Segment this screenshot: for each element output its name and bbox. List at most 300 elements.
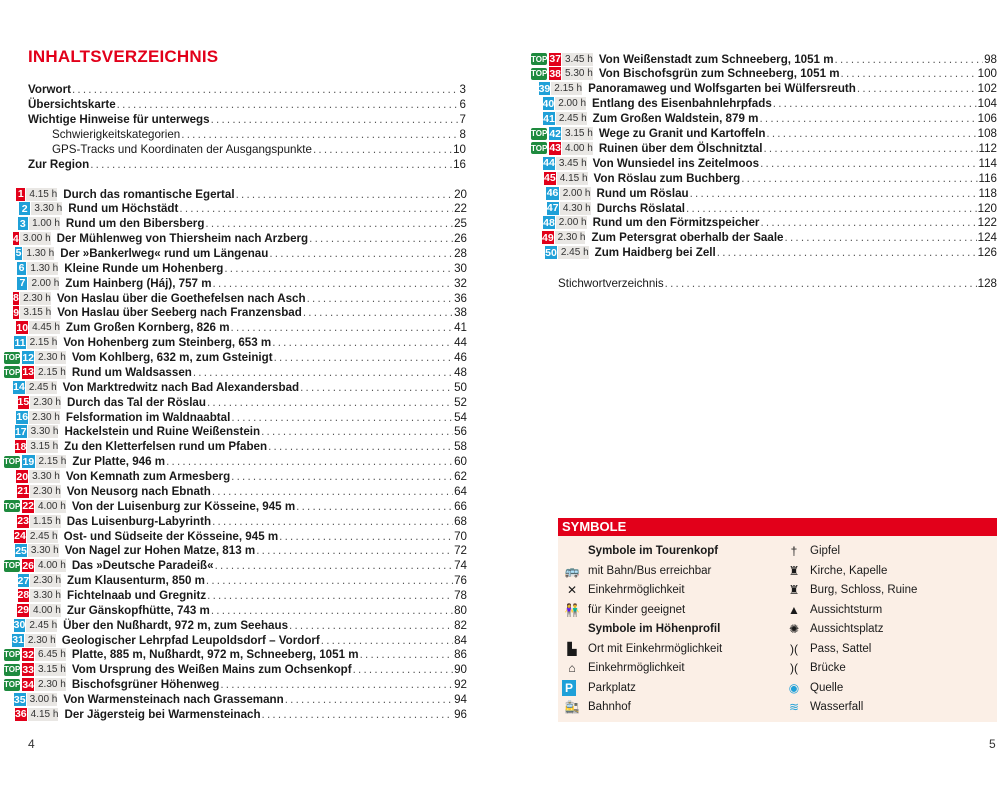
symbol-label: Einkehrmöglichkeit xyxy=(588,662,685,674)
tour-page: 60 xyxy=(454,455,467,469)
tour-entry[interactable] xyxy=(4,202,467,216)
tour-number: 39 xyxy=(538,82,551,95)
symbol-label: für Kinder geeignet xyxy=(588,603,686,616)
tour-duration: 4.45 h xyxy=(29,321,60,334)
tour-entry[interactable] xyxy=(531,216,997,230)
tour-title: Von Neusorg nach Ebnath xyxy=(66,484,211,498)
tour-number: 29 xyxy=(17,604,30,617)
tour-title: Rund um den Förmitzspeicher xyxy=(592,216,760,230)
tour-page: 54 xyxy=(454,410,467,424)
symbol-entry xyxy=(562,543,718,559)
tour-entry[interactable] xyxy=(4,633,467,647)
tour-number: 25 xyxy=(15,544,27,557)
waterfall-icon: ≋ xyxy=(788,700,800,714)
leader-dots xyxy=(193,366,453,379)
toc-entry-label: Übersichtskarte xyxy=(28,98,116,111)
tour-page: 26 xyxy=(454,232,467,246)
symbol-label: Ort mit Einkehrmöglichkeit xyxy=(588,642,723,655)
tour-page: 98 xyxy=(984,52,997,66)
tour-title: Zur Platte, 946 m xyxy=(72,455,166,469)
tour-duration: 4.00 h xyxy=(35,559,66,572)
tour-entry[interactable] xyxy=(4,365,467,379)
symbol-label: Kirche, Kapelle xyxy=(810,564,888,577)
leader-dots xyxy=(90,158,452,171)
tour-page: 32 xyxy=(454,276,467,290)
tour-duration: 2.45 h xyxy=(26,381,57,394)
tour-title: Rund um Waldsassen xyxy=(71,365,192,379)
symbol-label: Einkehrmöglichkeit xyxy=(588,584,685,596)
top-badge xyxy=(4,247,13,259)
top-badge xyxy=(531,113,541,125)
tour-page: 36 xyxy=(454,291,467,305)
leader-dots xyxy=(211,604,453,617)
toc-entry[interactable] xyxy=(52,127,466,142)
tour-title: Von der Luisenburg zur Kösseine, 945 m xyxy=(71,499,296,513)
toc-entry[interactable] xyxy=(28,112,466,127)
tour-entry[interactable] xyxy=(4,395,467,409)
tour-entry[interactable] xyxy=(4,455,467,469)
tour-entry[interactable] xyxy=(4,232,467,246)
top-badge xyxy=(4,188,14,200)
tour-entry[interactable] xyxy=(4,603,467,617)
tour-title: Vom Kohlberg, 632 m, zum Gsteinigt xyxy=(71,351,273,365)
tour-duration: 4.15 h xyxy=(26,188,57,201)
tour-number: 44 xyxy=(543,157,555,170)
tour-entry[interactable] xyxy=(531,67,997,81)
top-badge xyxy=(531,202,545,214)
pass-icon: )( xyxy=(790,641,798,656)
tour-page: 120 xyxy=(977,201,997,215)
tour-duration: 2.30 h xyxy=(30,574,61,587)
top-badge xyxy=(4,708,13,720)
symbol-label: Burg, Schloss, Ruine xyxy=(810,584,918,596)
tour-title: Über den Nußhardt, 972 m, zum Seehaus xyxy=(63,618,289,632)
tour-entry[interactable] xyxy=(4,499,467,513)
tour-page: 68 xyxy=(454,514,467,528)
symbol-entry xyxy=(562,660,685,676)
tour-number: 8 xyxy=(13,292,19,305)
symbol-label: Pass, Sattel xyxy=(810,642,872,655)
tour-entry[interactable] xyxy=(4,321,467,335)
tour-page: 38 xyxy=(454,306,467,320)
symbol-entry xyxy=(562,641,722,657)
top-badge xyxy=(4,426,13,438)
tour-title: Zum Hainberg (Háj), 757 m xyxy=(65,276,212,290)
tour-duration: 2.45 h xyxy=(558,246,589,259)
tour-number: 16 xyxy=(16,411,29,424)
tour-number: 35 xyxy=(13,693,26,706)
top-badge xyxy=(4,634,10,646)
tour-title: Das »Deutsche Paradeiß« xyxy=(71,559,214,573)
symbol-entry xyxy=(784,543,840,559)
tour-title: Von Haslau über die Goethefelsen nach Asch xyxy=(56,291,306,305)
leader-dots xyxy=(274,351,454,364)
top-badge: TOP xyxy=(4,501,21,511)
tour-title: Ruinen über dem Ölschnitztal xyxy=(598,141,763,155)
tour-entry[interactable] xyxy=(4,306,467,320)
tour-duration: 3.00 h xyxy=(20,232,51,245)
top-badge xyxy=(531,98,541,110)
tour-duration: 2.00 h xyxy=(560,187,591,200)
viewpoint-icon: ✺ xyxy=(788,622,800,636)
leader-dots xyxy=(289,619,453,632)
toc-entry-page: 6 xyxy=(459,98,466,111)
top-badge: TOP xyxy=(4,561,21,571)
leader-dots xyxy=(665,277,977,290)
symbol-entry xyxy=(784,660,846,676)
leader-dots xyxy=(857,82,977,95)
symbol-label: Gipfel xyxy=(810,545,841,557)
tour-duration: 6.45 h xyxy=(35,648,66,661)
tour-title: Bischofsgrüner Höhenweg xyxy=(71,678,220,692)
symbol-label: Symbole im Höhenprofil xyxy=(588,623,721,635)
leader-dots xyxy=(269,247,453,260)
top-badge: TOP xyxy=(4,680,21,690)
tour-duration: 1.00 h xyxy=(29,217,60,230)
tour-duration: 4.15 h xyxy=(557,172,588,185)
leader-dots xyxy=(179,202,453,215)
leader-dots xyxy=(213,277,454,290)
symbol-entry xyxy=(562,680,636,696)
tour-duration: 3.45 h xyxy=(556,157,587,170)
tour-number: 21 xyxy=(17,485,29,498)
leader-dots xyxy=(207,396,453,409)
tour-page: 48 xyxy=(454,365,467,379)
tour-entry[interactable] xyxy=(4,410,467,424)
tour-page: 22 xyxy=(454,202,467,216)
tour-entry[interactable] xyxy=(531,201,997,215)
symbol-label: Parkplatz xyxy=(588,681,636,694)
tour-page: 114 xyxy=(978,156,997,170)
leader-dots xyxy=(686,202,977,215)
tour-entry[interactable] xyxy=(4,707,467,721)
tour-title: Zum Petersgrat oberhalb der Saale xyxy=(591,231,784,245)
tour-page: 62 xyxy=(454,470,467,484)
tour-duration: 4.00 h xyxy=(562,142,593,155)
leader-dots xyxy=(166,455,453,468)
top-badge xyxy=(4,530,12,542)
symbol-label: Quelle xyxy=(810,681,844,694)
tour-duration: 3.15 h xyxy=(35,663,66,676)
tour-number: 46 xyxy=(546,187,559,200)
tour-number: 12 xyxy=(22,351,34,364)
tour-page: 90 xyxy=(454,663,467,677)
tour-entry[interactable] xyxy=(4,693,467,707)
tour-duration: 2.30 h xyxy=(20,292,51,305)
tour-title: Durchs Röslatal xyxy=(596,201,686,215)
symbol-entry xyxy=(562,699,631,715)
toc-entry-label: Zur Region xyxy=(28,158,90,171)
tour-number: 5 xyxy=(15,247,22,260)
tour-title: Entlang des Eisenbahnlehrpfads xyxy=(592,97,772,111)
tour-entry[interactable] xyxy=(531,127,997,141)
tour-entry[interactable] xyxy=(531,156,997,170)
tour-entry[interactable] xyxy=(4,574,467,588)
leader-dots xyxy=(220,678,453,691)
leader-dots xyxy=(211,113,459,126)
tour-page: 102 xyxy=(977,82,997,96)
tour-number: 33 xyxy=(22,663,34,676)
tour-entry[interactable] xyxy=(4,380,467,394)
tour-number: 22 xyxy=(22,500,34,513)
tour-entry[interactable] xyxy=(531,246,997,260)
top-badge xyxy=(4,575,16,587)
top-badge xyxy=(4,203,17,215)
tour-number: 24 xyxy=(14,530,26,542)
top-badge xyxy=(4,307,11,319)
tour-page: 58 xyxy=(454,440,467,454)
tour-entry[interactable] xyxy=(4,351,467,365)
leader-dots xyxy=(224,262,453,275)
toc-entry[interactable] xyxy=(28,97,466,112)
tour-number: 14 xyxy=(13,381,25,394)
tour-duration: 2.30 h xyxy=(25,634,56,647)
leader-dots xyxy=(207,589,453,602)
tour-number: 19 xyxy=(22,455,35,468)
top-badge xyxy=(4,262,15,274)
tour-page: 106 xyxy=(977,112,997,126)
symbol-entry xyxy=(784,563,887,579)
tour-title: Von Nagel zur Hohen Matze, 813 m xyxy=(64,544,256,558)
toc-entry-label: Schwierigkeitskategorien xyxy=(52,128,181,141)
leader-dots xyxy=(307,292,454,305)
leader-dots xyxy=(231,411,453,424)
tour-title: Von Warmensteinach nach Grassemann xyxy=(63,693,284,707)
tour-title: Fichtelnaab und Gregnitz xyxy=(67,588,207,602)
tour-entry[interactable] xyxy=(4,440,467,454)
tour-duration: 2.30 h xyxy=(555,231,586,244)
tour-entry[interactable] xyxy=(4,187,467,201)
leader-dots xyxy=(773,97,977,110)
spring-icon: ◉ xyxy=(788,680,800,695)
tour-entry[interactable] xyxy=(4,217,467,231)
tour-entry[interactable] xyxy=(4,544,467,558)
symbol-label: Aussichtsturm xyxy=(810,603,883,616)
tour-title: Von Haslau über Seeberg nach Franzensbad xyxy=(57,306,302,320)
top-badge xyxy=(531,232,540,244)
top-badge xyxy=(531,172,542,184)
tour-title: Durch das romantische Egertal xyxy=(63,187,235,201)
tour-entry[interactable] xyxy=(531,186,997,200)
tour-title: Von Kemnath zum Armesberg xyxy=(65,470,231,484)
tour-page: 80 xyxy=(454,603,467,617)
tour-page: 112 xyxy=(978,141,997,155)
tour-entry[interactable] xyxy=(4,648,467,662)
tour-number: 26 xyxy=(22,559,34,572)
symbol-entry xyxy=(562,621,720,637)
tour-entry[interactable] xyxy=(4,261,467,275)
symbol-label: Wasserfall xyxy=(810,701,864,713)
leader-dots xyxy=(231,321,454,334)
symbol-entry xyxy=(784,602,882,618)
top-badge xyxy=(4,411,14,423)
tour-number: 3 xyxy=(18,217,29,230)
tour-title: Zum Großen Kornberg, 826 m xyxy=(65,321,230,335)
tour-entry[interactable] xyxy=(4,559,467,573)
children-icon: 👫 xyxy=(564,602,580,617)
tour-page: 50 xyxy=(454,380,467,394)
tour-number: 6 xyxy=(18,262,25,275)
tour-duration: 2.30 h xyxy=(30,485,61,498)
cutlery-icon: ✕ xyxy=(566,583,578,597)
top-badge xyxy=(4,589,16,601)
top-badge xyxy=(4,545,13,557)
tour-number: 47 xyxy=(546,202,559,214)
leader-dots xyxy=(261,425,453,438)
tour-entry[interactable] xyxy=(4,336,467,350)
tour-entry[interactable] xyxy=(531,82,997,96)
leader-dots xyxy=(360,648,454,661)
tour-entry[interactable] xyxy=(4,663,467,677)
tour-entry[interactable] xyxy=(4,529,467,543)
top-badge xyxy=(4,604,15,616)
tour-entry[interactable] xyxy=(4,588,467,602)
tour-entry[interactable] xyxy=(531,97,997,111)
top-badge: TOP xyxy=(4,665,21,675)
tour-entry[interactable] xyxy=(531,231,997,245)
tour-number: 40 xyxy=(542,97,555,110)
tour-title: Platte, 885 m, Nußhardt, 972 m, Schneeberg, 1051 m xyxy=(71,648,359,662)
tour-title: Zur Gänskopfhütte, 743 m xyxy=(66,603,210,617)
leader-dots xyxy=(309,232,453,245)
leader-dots xyxy=(717,246,977,259)
top-badge xyxy=(531,187,544,199)
page-number-left: 4 xyxy=(28,737,35,751)
leader-dots xyxy=(285,693,453,706)
top-badge: TOP xyxy=(4,457,21,467)
tour-duration: 3.30 h xyxy=(29,470,60,483)
toc-entry-label: GPS-Tracks und Koordinaten der Ausgangspunkte xyxy=(52,143,312,156)
tour-title: Durch das Tal der Röslau xyxy=(67,395,206,409)
tour-entry[interactable] xyxy=(531,141,997,155)
tour-title: Der »Bankerlweg« rund um Längenau xyxy=(60,246,269,260)
tour-entry[interactable] xyxy=(531,171,997,185)
symbol-spacer xyxy=(562,621,582,637)
tour-page: 56 xyxy=(454,425,467,439)
tour-number: 23 xyxy=(17,515,29,528)
symbol-label: Bahnhof xyxy=(588,701,631,713)
tour-title: Rund um Röslau xyxy=(596,186,689,200)
tour-number: 34 xyxy=(22,678,34,691)
tour-entry[interactable] xyxy=(531,52,997,66)
leader-dots xyxy=(272,336,453,349)
tour-entry[interactable] xyxy=(4,678,467,692)
top-badge: TOP xyxy=(531,54,548,64)
toc-entry[interactable] xyxy=(28,157,466,172)
tour-entry[interactable] xyxy=(4,470,467,484)
church-icon: ♜ xyxy=(788,563,800,578)
index-entry[interactable] xyxy=(558,276,997,291)
tour-title: Von Marktredwitz nach Bad Alexandersbad xyxy=(62,380,300,394)
tour-page: 70 xyxy=(454,529,467,543)
leader-dots xyxy=(212,485,453,498)
toc-entry-label: Vorwort xyxy=(28,83,71,96)
tour-entry[interactable] xyxy=(4,618,467,632)
symbol-label: mit Bahn/Bus erreichbar xyxy=(588,564,712,577)
tour-page: 30 xyxy=(454,261,467,275)
tour-page: 78 xyxy=(454,588,467,602)
leader-dots xyxy=(279,530,453,543)
symbols-heading: SYMBOLE xyxy=(558,518,997,536)
bridge-icon: )( xyxy=(790,661,798,675)
top-badge xyxy=(4,515,15,527)
top-badge xyxy=(4,292,11,304)
top-badge: TOP xyxy=(4,650,21,660)
tour-entry[interactable] xyxy=(4,246,467,260)
tour-duration: 2.30 h xyxy=(35,678,66,691)
index-page: 128 xyxy=(977,277,997,290)
tour-title: Vom Ursprung des Weißen Mains zum Ochsenkopf xyxy=(71,663,352,677)
top-badge xyxy=(531,217,541,229)
tour-title: Der Mühlenweg von Thiersheim nach Arzberg xyxy=(56,232,309,246)
tour-page: 94 xyxy=(454,693,467,707)
top-badge: TOP xyxy=(4,353,21,363)
tour-duration: 2.45 h xyxy=(27,530,58,543)
toc-entry-page: 16 xyxy=(453,158,466,171)
tour-number: 27 xyxy=(17,574,30,587)
symbol-entry xyxy=(562,602,685,618)
tour-duration: 3.30 h xyxy=(30,589,61,602)
leader-dots xyxy=(690,187,978,200)
toc-entry[interactable] xyxy=(52,142,466,157)
tour-page: 46 xyxy=(454,351,467,365)
tour-title: Kleine Runde um Hohenberg xyxy=(64,261,224,275)
tour-page: 41 xyxy=(454,321,467,335)
tour-number: 17 xyxy=(14,425,27,438)
top-badge xyxy=(4,485,15,497)
tour-title: Ost- und Südseite der Kösseine, 945 m xyxy=(63,529,279,543)
tour-page: 122 xyxy=(977,216,997,230)
tour-duration: 3.00 h xyxy=(27,693,58,706)
top-badge: TOP xyxy=(531,143,548,153)
leader-dots xyxy=(763,142,977,155)
index-label: Stichwortverzeichnis xyxy=(558,277,664,290)
tour-number: 43 xyxy=(549,142,561,155)
leader-dots xyxy=(181,128,458,141)
tour-page: 84 xyxy=(454,633,467,647)
tour-entry[interactable] xyxy=(4,514,467,528)
tour-entry[interactable] xyxy=(4,291,467,305)
tour-duration: 1.15 h xyxy=(30,515,61,528)
tour-title: Wege zu Granit und Kartoffeln xyxy=(598,127,766,140)
tour-duration: 2.30 h xyxy=(35,351,66,364)
leader-dots xyxy=(766,127,976,140)
tour-entry[interactable] xyxy=(4,425,467,439)
tour-entry[interactable] xyxy=(4,276,467,290)
tour-title: Von Wunsiedel ins Zeitelmoos xyxy=(592,156,760,170)
tour-page: 124 xyxy=(977,231,997,245)
tour-number: 32 xyxy=(22,648,34,661)
leader-dots xyxy=(296,500,453,513)
symbol-entry xyxy=(784,582,917,598)
leader-dots xyxy=(231,470,453,483)
toc-entry[interactable] xyxy=(28,82,466,97)
tour-number: 4 xyxy=(12,232,19,245)
tour-page: 92 xyxy=(454,678,467,692)
tour-number: 42 xyxy=(549,127,561,140)
leader-dots xyxy=(205,217,453,230)
symbol-entry xyxy=(784,680,843,696)
tour-title: Geologischer Lehrpfad Leupoldsdorf – Vordorf xyxy=(61,633,320,647)
top-badge: TOP xyxy=(4,367,21,377)
tour-entry[interactable] xyxy=(531,112,997,126)
leader-dots xyxy=(215,559,454,572)
tour-title: Felsformation im Waldnaabtal xyxy=(65,410,231,424)
top-badge xyxy=(4,396,16,408)
tour-title: Von Hohenberg zum Steinberg, 653 m xyxy=(63,336,272,350)
tour-entry[interactable] xyxy=(4,484,467,498)
symbol-entry xyxy=(784,621,884,637)
